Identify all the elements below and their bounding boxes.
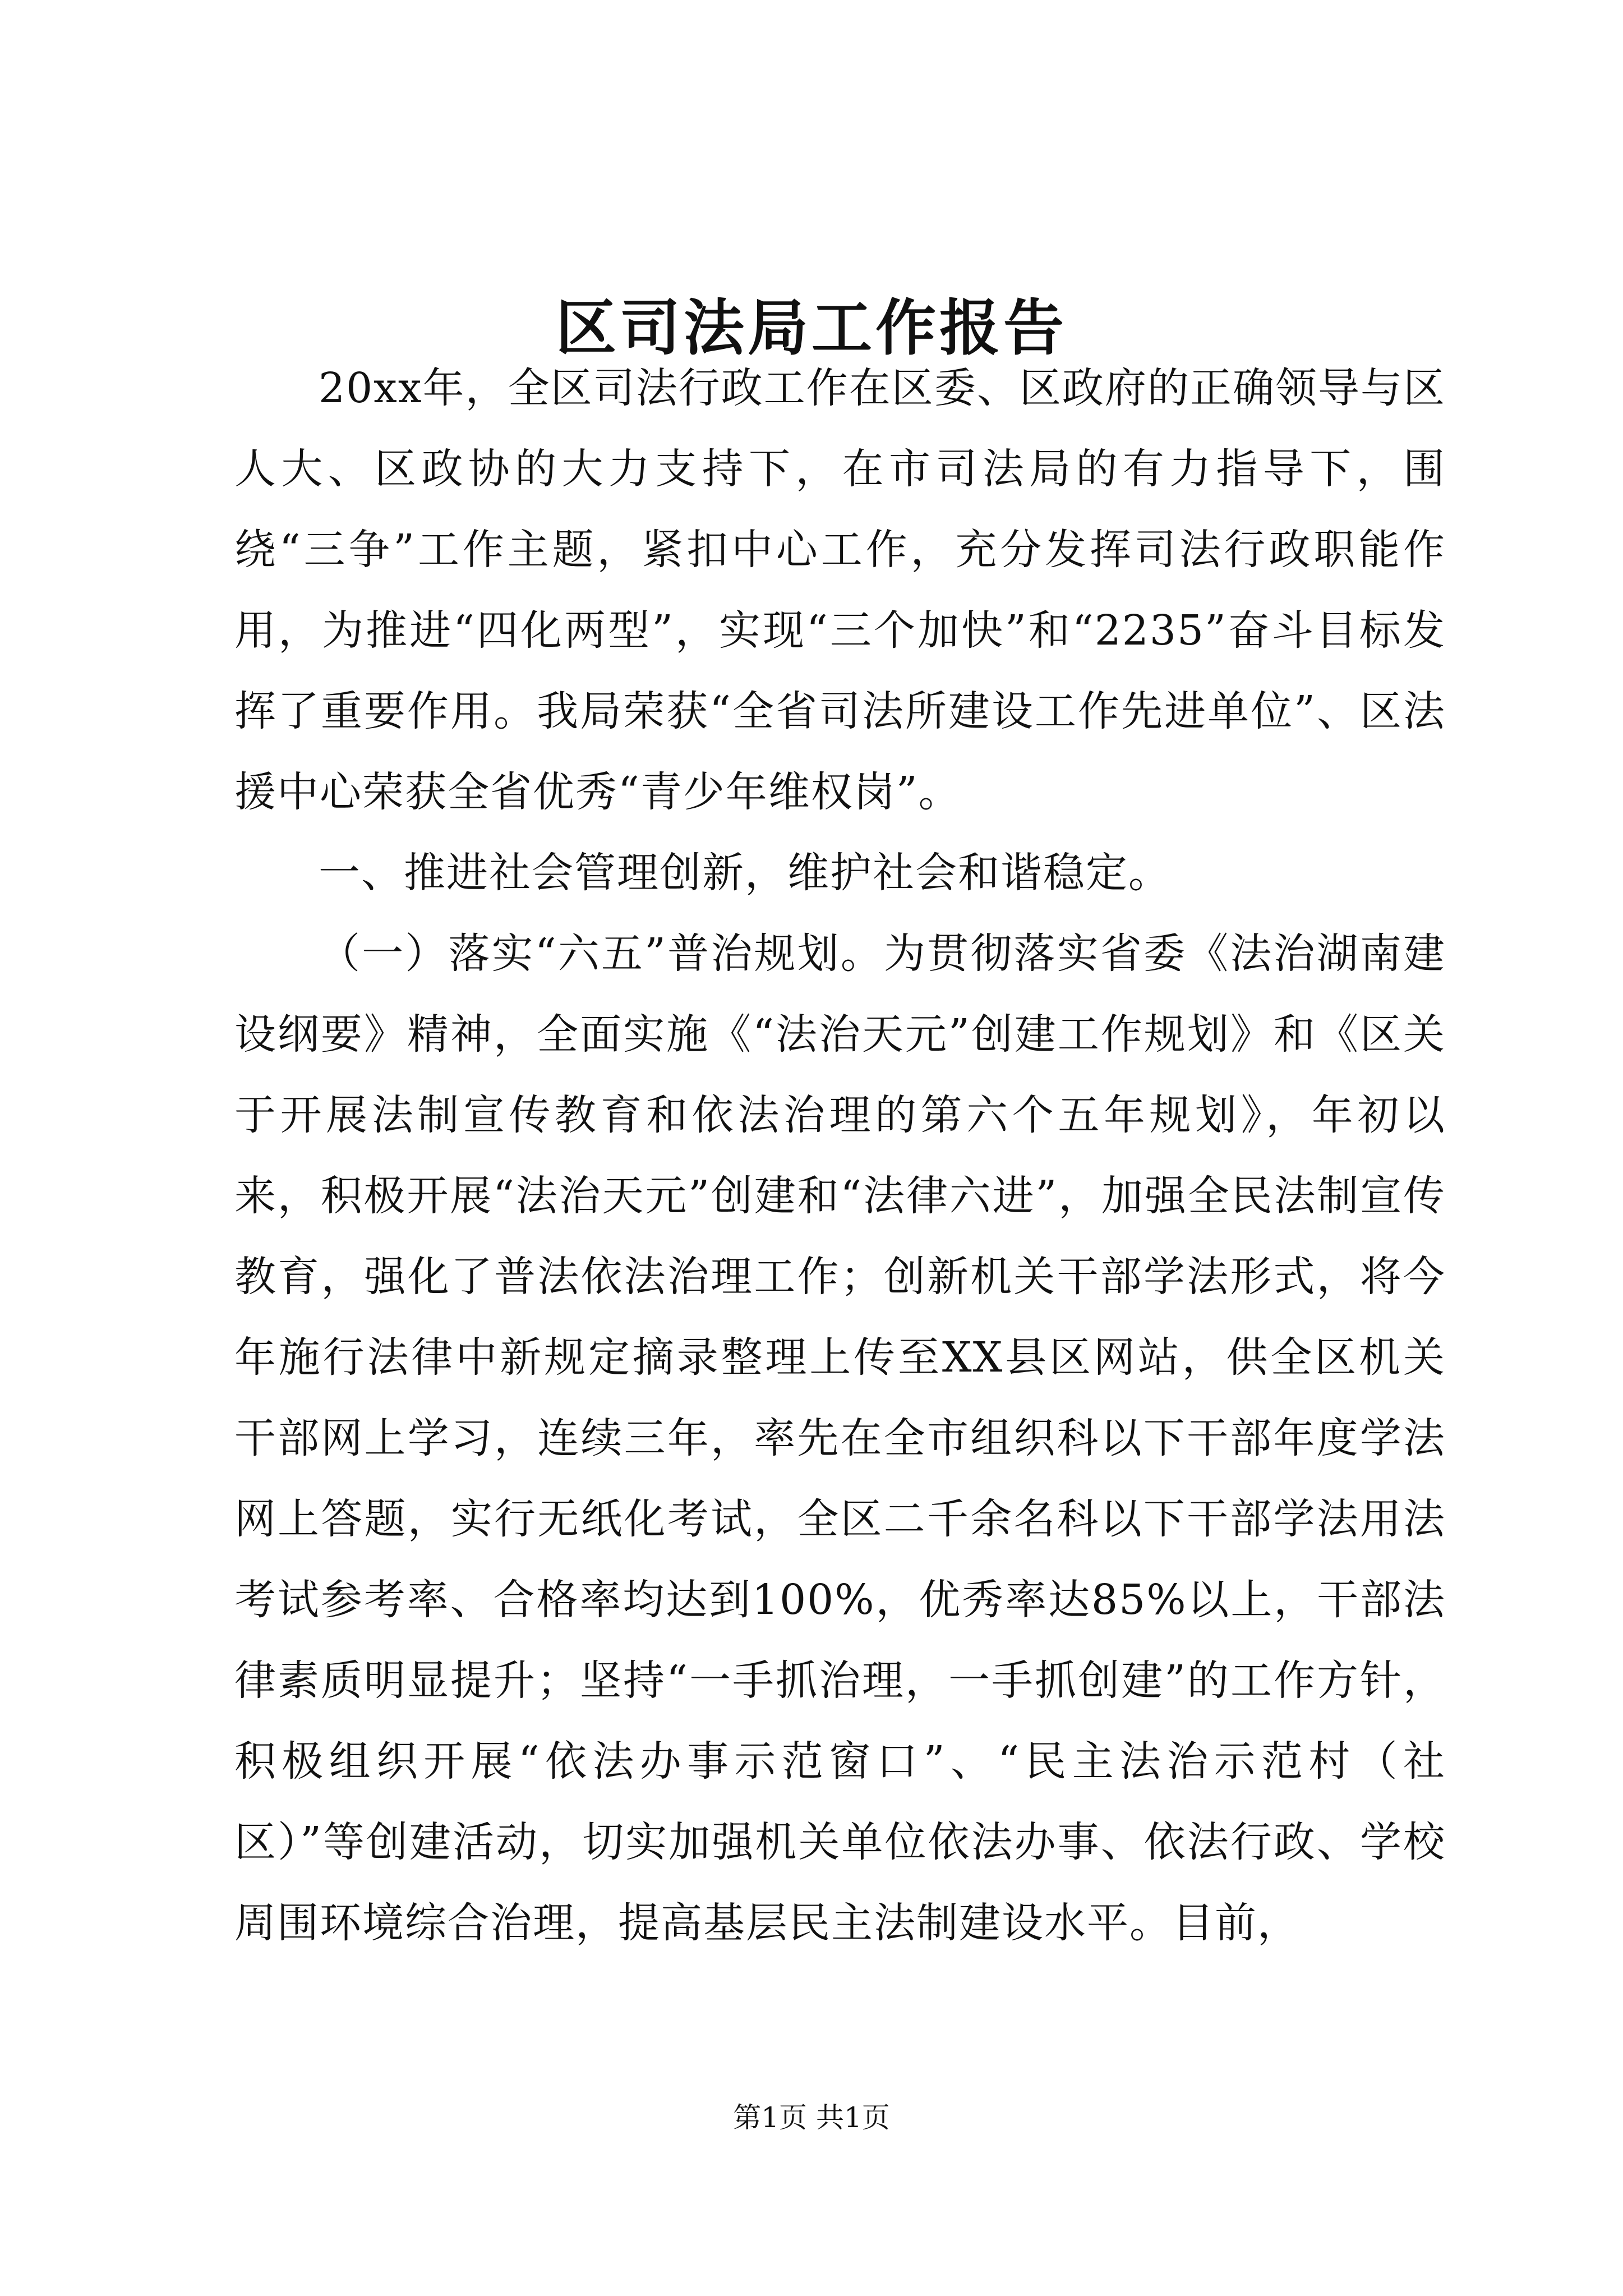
paragraph-subsection-1: （一）落实“六五”普治规划。为贯彻落实省委《法治湖南建设纲要》精神，全面实施《“法治天元”创建工作规划》和《区关于开展法制宣传教育和依法治理的第六个五年规划》，年初以来，积极开展“法治天元”创建和“法律六进”，加强全民法制宣传教育，强化了普法依法治理工作；创新机关干部学法形式，将今年施行法律中新规定摘录整理上传至XX县区网站，供全区机关干部网上学习，连续三年，率先在全市组织科以下干部年度学法网上答题，实行无纸化考试，全区二千余名科以下干部学法用法考试参考率、合格率均达到100%，优秀率达85%以上，干部法律素质明显提升；坚持“一手抓治理，一手抓创建”的工作方针，积极组织开展“依法办事示范窗口”、“民主法治示范村（社区）”等创建活动，切实加强机关单位依法办事、依法行政、学校周围环境综合治理，提高基层民主法制建设水平。目前， xyxy=(234,930,1446,1947)
document-title: 区司法局工作报告 xyxy=(555,293,1067,364)
document-body xyxy=(234,348,1446,1963)
page-footer: 第1页 共1页 xyxy=(733,2101,890,2134)
paragraph-intro: 20xx年，全区司法行政工作在区委、区政府的正确领导与区人大、区政协的大力支持下，在市司法局的有力指导下，围绕“三争”工作主题，紧扣中心工作，充分发挥司法行政职能作用，为推进“四化两型”，实现“三个加快”和“2235”奋斗目标发挥了重要作用。我局荣获“全省司法所建设工作先进单位”、区法援中心荣获全省优秀“青少年维权岗”。 xyxy=(234,364,1446,816)
section-heading-1: 一、推进社会管理创新，维护社会和谐稳定。 xyxy=(319,849,1171,897)
